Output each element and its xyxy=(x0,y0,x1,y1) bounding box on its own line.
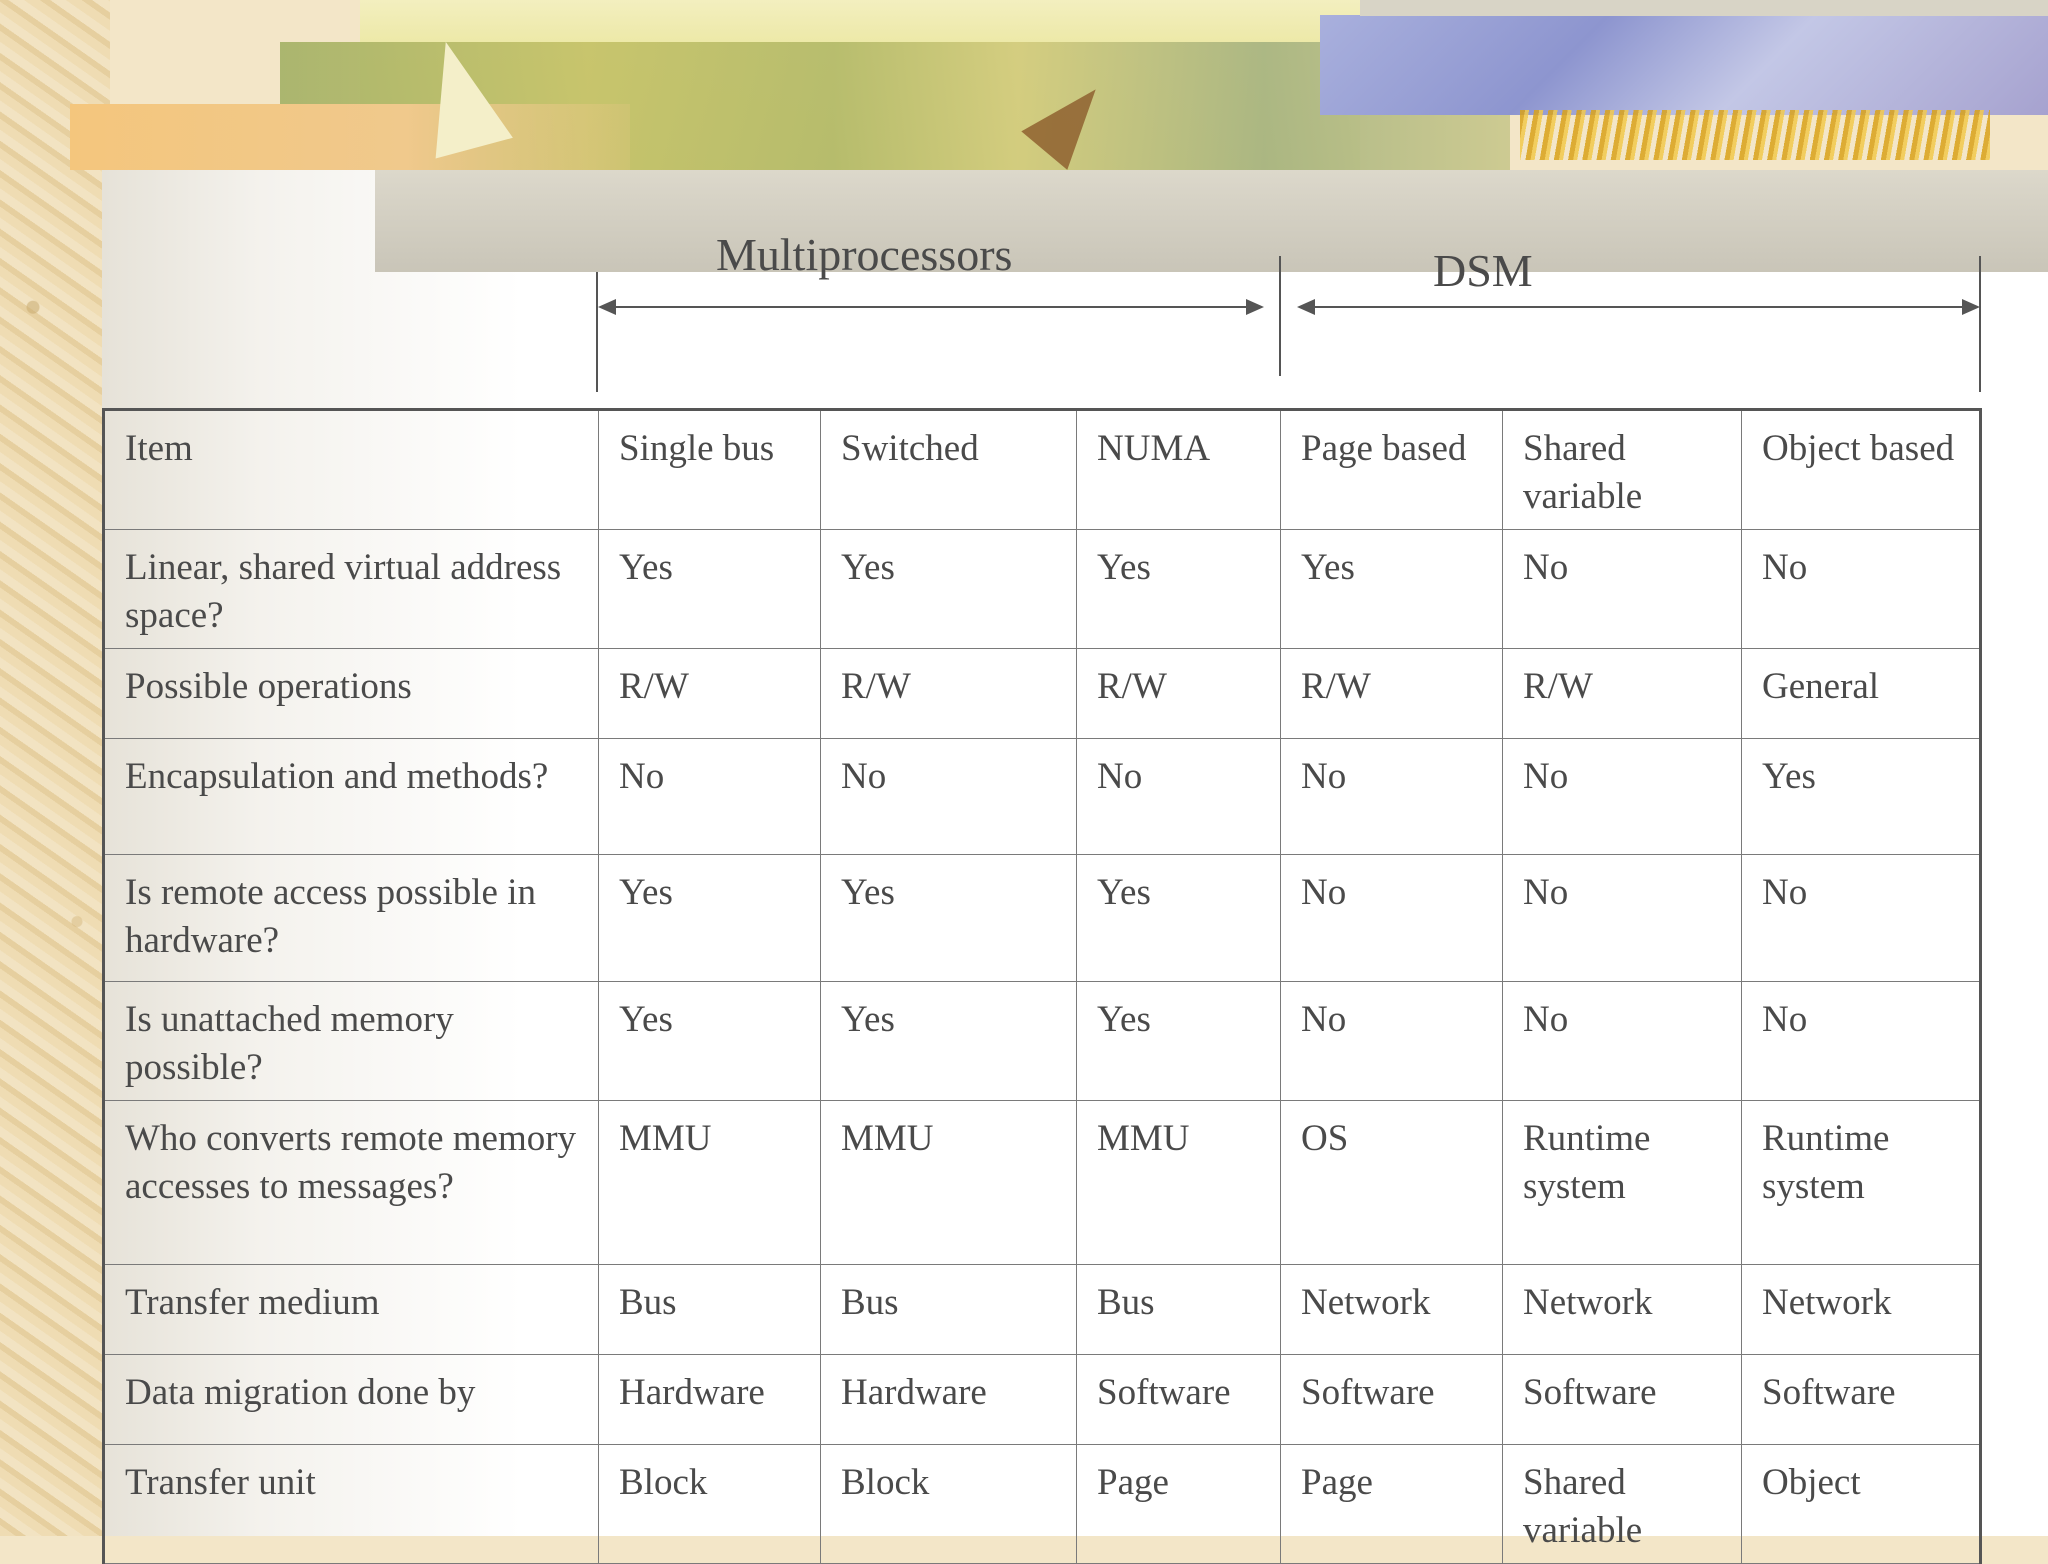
banner-gold-grass xyxy=(1520,110,1990,160)
row-label-cell: Linear, shared virtual address space? xyxy=(104,530,599,649)
table-cell: No xyxy=(599,739,821,855)
table-cell: No xyxy=(821,739,1077,855)
bracket-right-line xyxy=(1979,256,1981,392)
arrow-left-icon xyxy=(1297,299,1315,315)
table-cell: R/W xyxy=(821,649,1077,739)
row-label-cell: Data migration done by xyxy=(104,1355,599,1445)
table-cell: Block xyxy=(821,1445,1077,1564)
bracket-left-line xyxy=(596,272,598,392)
table-row xyxy=(104,530,1981,649)
table-cell: Yes xyxy=(599,982,821,1101)
row-label-cell: Possible operations xyxy=(104,649,599,739)
table-header-row xyxy=(104,410,1981,530)
table-row xyxy=(104,739,1981,855)
table-row xyxy=(104,855,1981,982)
table-cell: Page xyxy=(1077,1445,1281,1564)
banner-grey-band xyxy=(375,170,2048,272)
table-cell: OS xyxy=(1281,1101,1503,1265)
table-cell: No xyxy=(1742,982,1981,1101)
table-row xyxy=(104,1265,1981,1355)
table-cell: MMU xyxy=(821,1101,1077,1265)
banner-top-strip xyxy=(1360,0,2048,16)
table-cell: Shared variable xyxy=(1503,1445,1742,1564)
table-cell: Yes xyxy=(1281,530,1503,649)
table-cell: Software xyxy=(1281,1355,1503,1445)
table-cell: Bus xyxy=(821,1265,1077,1355)
table-cell: Hardware xyxy=(821,1355,1077,1445)
table-cell: Yes xyxy=(821,855,1077,982)
table-cell: Yes xyxy=(1077,530,1281,649)
table-cell: Runtime system xyxy=(1742,1101,1981,1265)
table-cell: Yes xyxy=(599,530,821,649)
table-cell: Yes xyxy=(1077,982,1281,1101)
table-cell: Yes xyxy=(821,982,1077,1101)
header-cell: Page based xyxy=(1281,410,1503,530)
header-cell: Item xyxy=(104,410,599,530)
table-cell: No xyxy=(1281,982,1503,1101)
table-cell: Hardware xyxy=(599,1355,821,1445)
parchment-border xyxy=(0,0,110,1536)
banner-hydrangea-image xyxy=(1320,15,2048,115)
table-cell: Network xyxy=(1281,1265,1503,1355)
table-cell: R/W xyxy=(1077,649,1281,739)
table-cell: No xyxy=(1503,530,1742,649)
arrow-right-icon xyxy=(1962,299,1980,315)
table-cell: R/W xyxy=(1281,649,1503,739)
table-cell: General xyxy=(1742,649,1981,739)
table-cell: No xyxy=(1503,982,1742,1101)
multiprocessors-arrow-line xyxy=(614,306,1246,308)
table-cell: No xyxy=(1281,739,1503,855)
arrow-left-icon xyxy=(598,299,616,315)
table-cell: Software xyxy=(1077,1355,1281,1445)
table-cell: Network xyxy=(1742,1265,1981,1355)
header-cell: NUMA xyxy=(1077,410,1281,530)
table-cell: No xyxy=(1503,739,1742,855)
row-label-cell: Transfer unit xyxy=(104,1445,599,1564)
table-cell: Runtime system xyxy=(1503,1101,1742,1265)
table-cell: No xyxy=(1742,530,1981,649)
table-row xyxy=(104,982,1981,1101)
banner-orange-strip xyxy=(70,104,630,170)
row-label-cell: Who converts remote memory accesses to messages? xyxy=(104,1101,599,1265)
table-cell: No xyxy=(1742,855,1981,982)
table-cell: Block xyxy=(599,1445,821,1564)
comparison-table xyxy=(102,408,1982,1564)
table-row xyxy=(104,1355,1981,1445)
table-cell: Yes xyxy=(1077,855,1281,982)
table-row xyxy=(104,1445,1981,1564)
arrow-right-icon xyxy=(1246,299,1264,315)
table-row xyxy=(104,1101,1981,1265)
table-cell: Yes xyxy=(599,855,821,982)
group-label-multiprocessors: Multiprocessors xyxy=(716,229,1013,280)
table-cell: Software xyxy=(1503,1355,1742,1445)
row-label-cell: Is remote access possible in hardware? xyxy=(104,855,599,982)
header-cell: Shared variable xyxy=(1503,410,1742,530)
table-cell: Bus xyxy=(599,1265,821,1355)
table-cell: R/W xyxy=(599,649,821,739)
table-cell: No xyxy=(1503,855,1742,982)
bracket-middle-line xyxy=(1279,256,1281,376)
table-cell: Bus xyxy=(1077,1265,1281,1355)
header-cell: Single bus xyxy=(599,410,821,530)
table-cell: Yes xyxy=(821,530,1077,649)
table-cell: MMU xyxy=(599,1101,821,1265)
table-cell: Yes xyxy=(1742,739,1981,855)
row-label-cell: Transfer medium xyxy=(104,1265,599,1355)
group-label-dsm: DSM xyxy=(1433,245,1533,296)
table-cell: Network xyxy=(1503,1265,1742,1355)
header-cell: Switched xyxy=(821,410,1077,530)
header-cell: Object based xyxy=(1742,410,1981,530)
table-cell: R/W xyxy=(1503,649,1742,739)
table-cell: Software xyxy=(1742,1355,1981,1445)
dsm-arrow-line xyxy=(1314,306,1964,308)
table-cell: No xyxy=(1281,855,1503,982)
row-label-cell: Encapsulation and methods? xyxy=(104,739,599,855)
row-label-cell: Is unattached memory possible? xyxy=(104,982,599,1101)
table-cell: No xyxy=(1077,739,1281,855)
table-cell: Object xyxy=(1742,1445,1981,1564)
table-cell: Page xyxy=(1281,1445,1503,1564)
table-cell: MMU xyxy=(1077,1101,1281,1265)
table-row xyxy=(104,649,1981,739)
